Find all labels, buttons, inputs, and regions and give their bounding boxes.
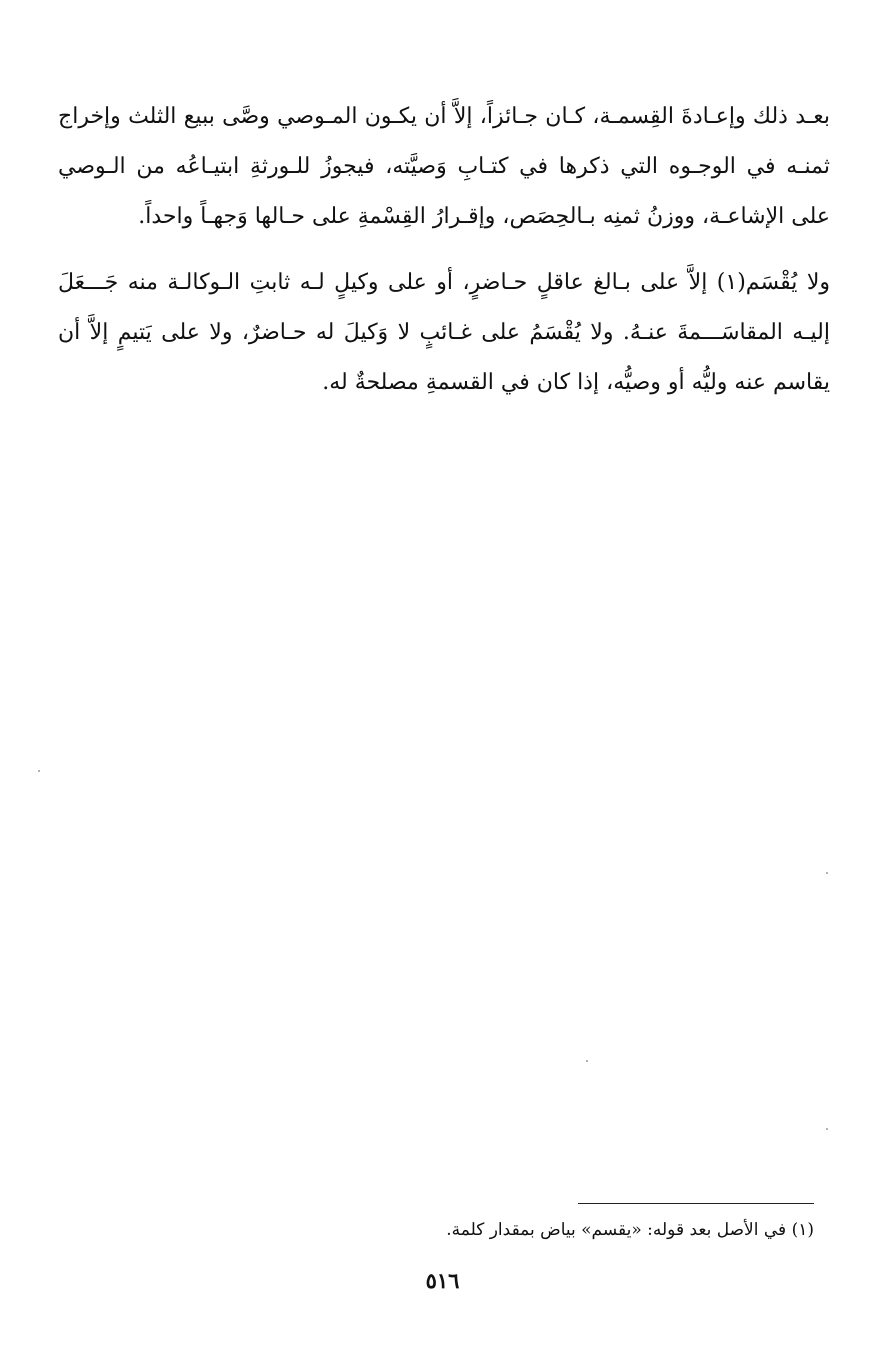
paragraph-1: بعـد ذلك وإعـادةَ القِسمـة، كـان جـائزاً، إلاَّ أن يكـون المـوصي وصَّى ببيع الثلث وإخراج ثمنـه في الوجـوه التي ذكرها في كتـابِ وَصيَّته، فيجوزُ للـورثةِ ابتيـاعُه من الـوصي على الإشاعـة، ووزنُ ثمنِه بـالحِصَص، وإقـرارُ القِسْمةِ على حـالها وَجهـاً واحداً.	[58, 104, 830, 229]
paragraph-2: ولا يُقْسَم(١) إلاَّ على بـالغ عاقلٍ حـاضرٍ، أو على وكيلٍ لـه ثابتِ الـوكالـة منه جَـــعَلَ إليـه المقاسَـــمةَ عنـهُ. ولا يُقْسَمُ على غـائبٍ لا وَكيلَ له حـاضرٌ، ولا على يَتيمٍ إلاَّ أن يقاسم عنه وليُّه أو وصيُّه، إذا كان في القسمةِ مصلحةٌ له.	[58, 270, 830, 395]
scan-speck	[586, 1060, 588, 1062]
page-number: ٥١٦	[425, 1268, 460, 1293]
scan-speck	[38, 770, 40, 772]
scan-speck	[826, 1128, 828, 1130]
footnote: (١) في الأصل بعد قوله: «يقسم» بياض بمقدار كلمة.	[446, 1220, 814, 1240]
main-text-block	[58, 92, 830, 408]
footnote-separator	[578, 1203, 814, 1204]
scan-speck	[826, 872, 828, 874]
